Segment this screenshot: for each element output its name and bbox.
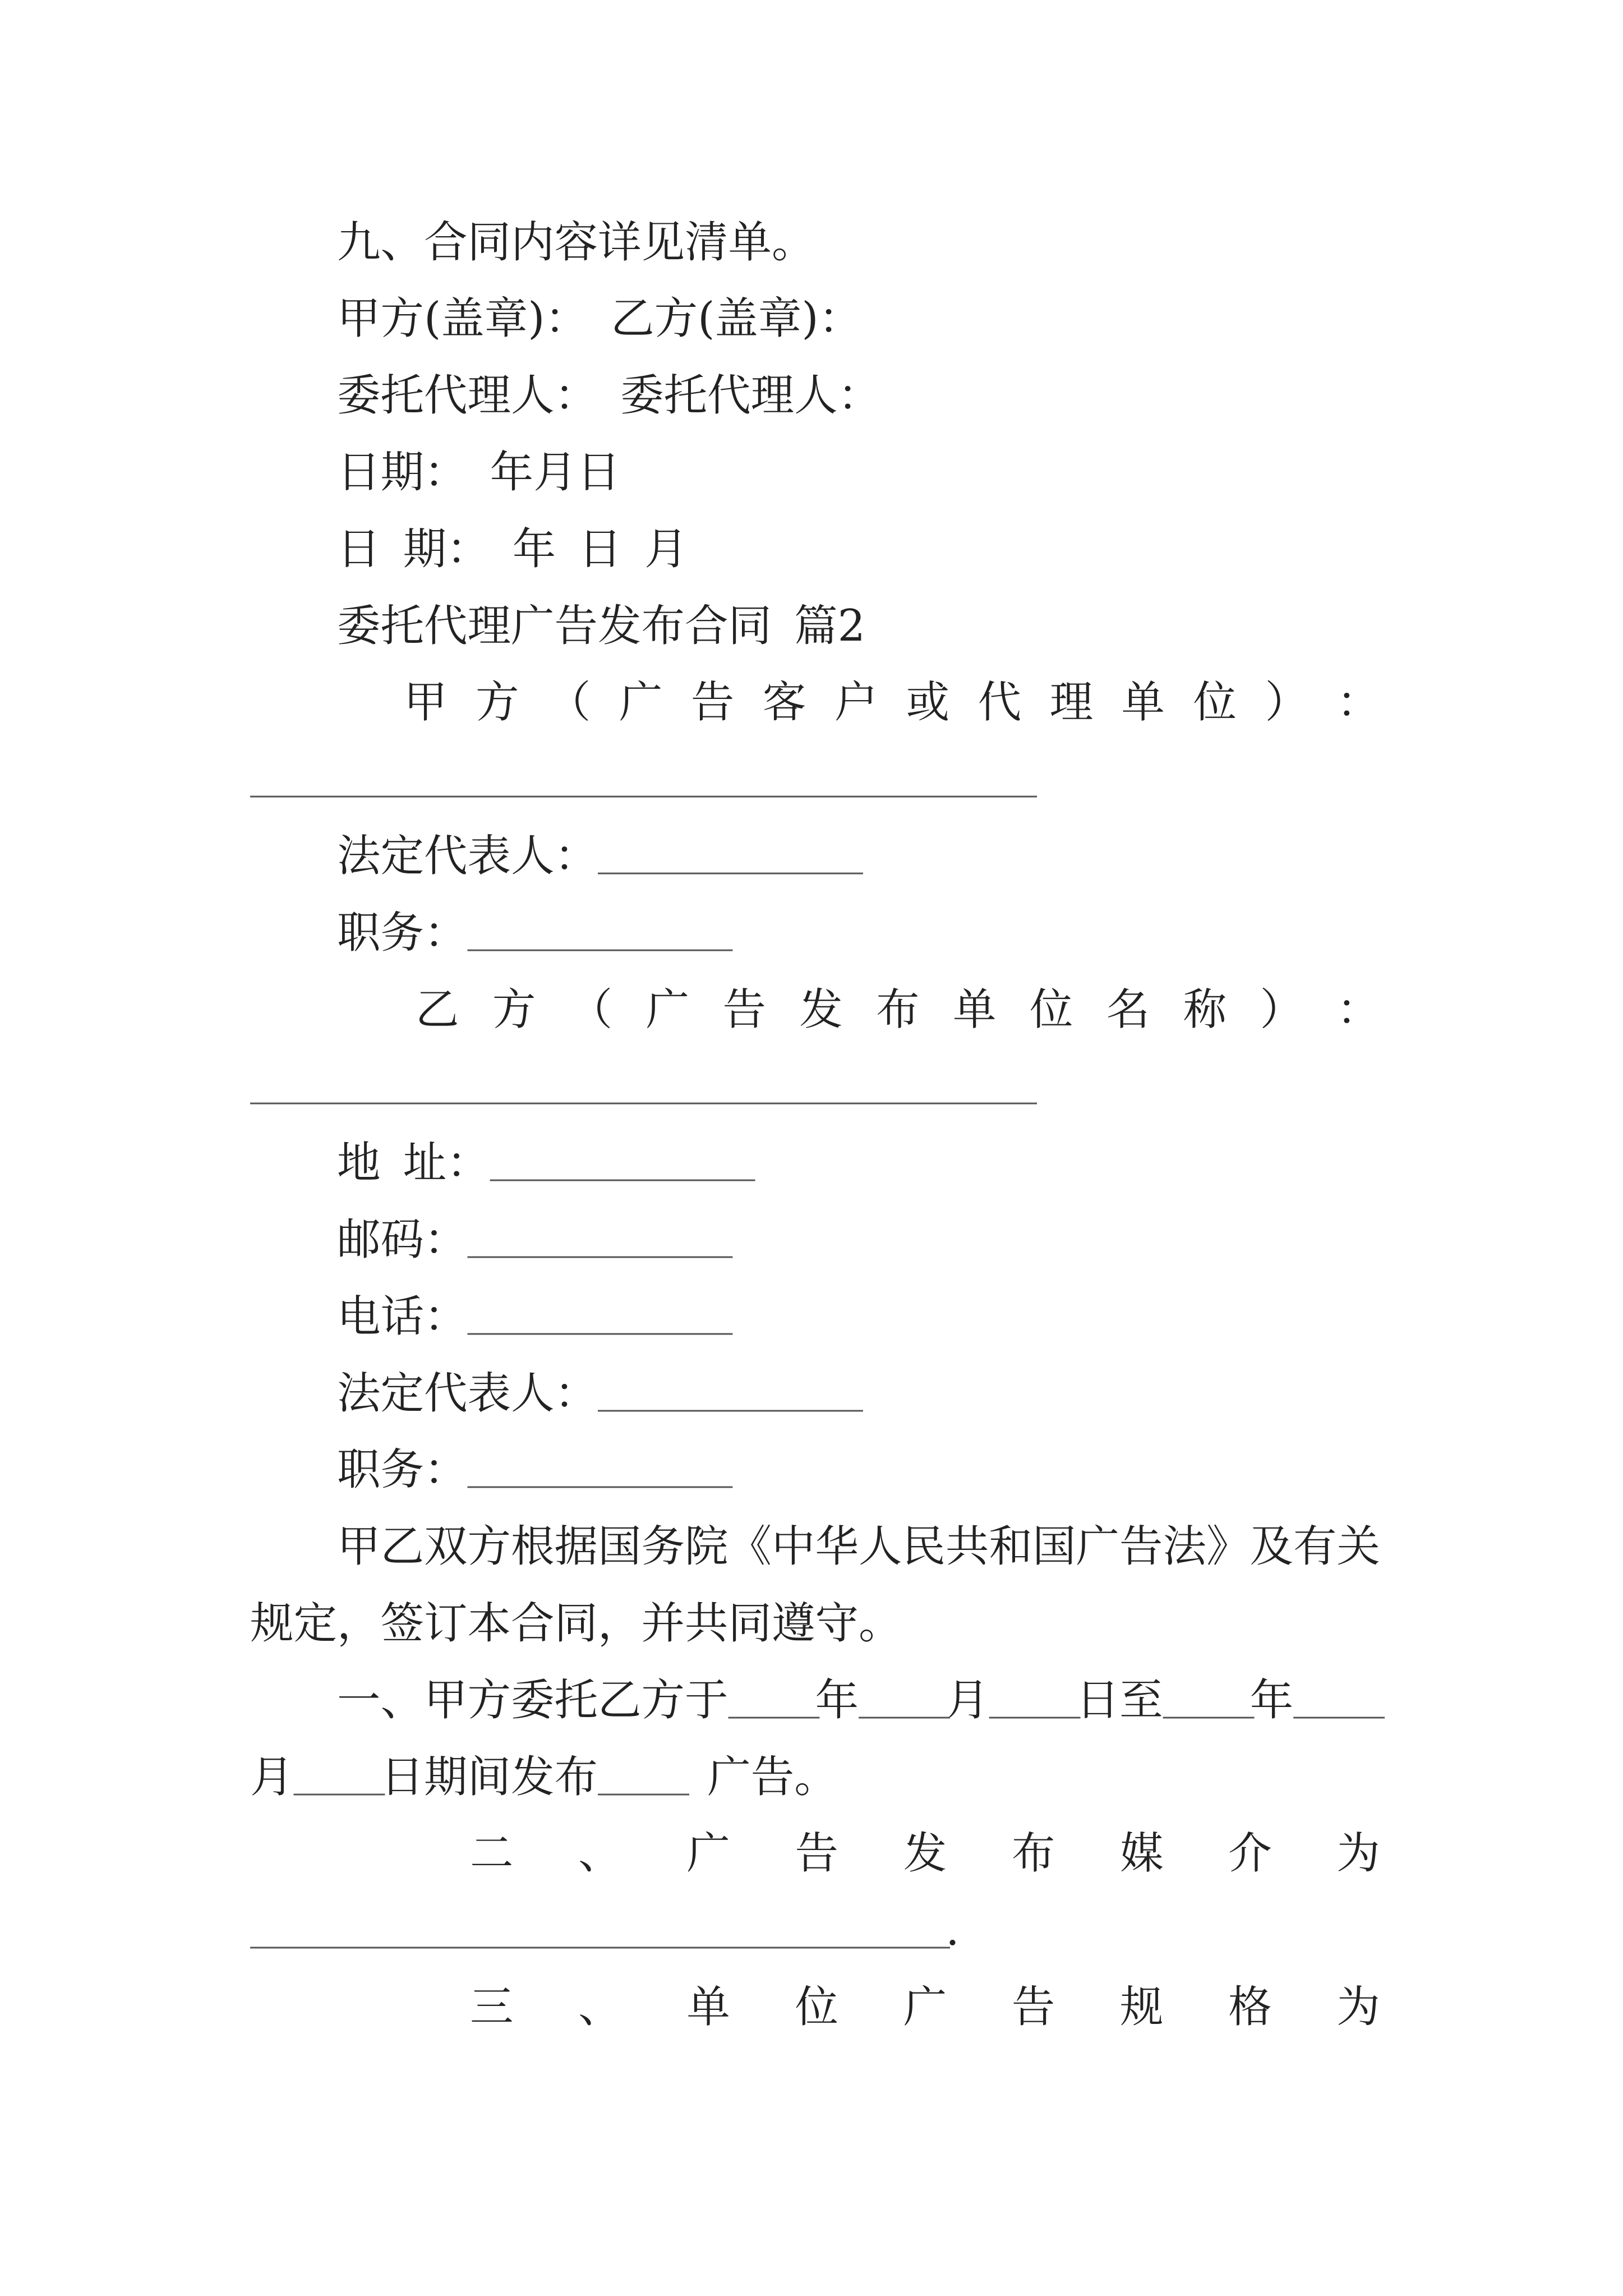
date-line-1: 日期： 年月日 [337,447,621,498]
party-b-address-row [250,1125,1382,1202]
section-heading: 委托代理广告发布合同 篇2 [337,600,865,651]
clause-2-text-char: 介 [1228,1828,1272,1879]
party-b-phone-label: 电话： [337,1291,468,1342]
start-month-blank: ____ [859,1668,946,1719]
party-b-label-char: 发 [799,984,843,1035]
clause-1-line-2 [250,1739,1382,1816]
party-b-label-char: ： [1336,984,1380,1035]
party-a-label-char: 广 [619,677,663,728]
clause-2-text-char: 发 [903,1828,947,1879]
party-a-label-char: （ [547,677,591,728]
year-text: 年 [815,1674,859,1726]
party-a-title-label: 职务： [337,907,468,958]
party-b-title-row [250,1432,1382,1508]
clause-2-text-char: 媒 [1120,1828,1164,1879]
clause-2-text-char: 为 [1336,1828,1380,1879]
party-a-label-char: 单 [1121,677,1165,728]
day-to-text: 日至 [1076,1674,1163,1726]
party-a-label-char: 户 [834,677,878,728]
date-line-2: 日 期： 年 日 月 [337,523,688,574]
clause-1-line-1 [250,1662,1382,1739]
party-b-label-char: 称 [1183,984,1227,1035]
clause-2-text-char: 、 [578,1828,622,1879]
agent-line: 委托代理人： 委托代理人： [337,370,882,421]
party-b-label-char: 位 [1029,984,1073,1035]
party-b-label-char: 布 [876,984,920,1035]
party-a-name-blank: ____________________________________ [250,747,1033,798]
media-blank: ________________________________ [250,1898,946,1949]
clause-2-text-char: 二 [470,1828,514,1879]
party-b-label-char: 告 [722,984,766,1035]
publish-period-text: 日期间发布 [380,1751,598,1802]
end-day-blank: ____ [293,1745,381,1796]
party-a-label-char: 位 [1193,677,1237,728]
party-a-label-char: 理 [1049,677,1094,728]
party-b-address-label: 地 址： [337,1138,490,1189]
party-b-phone-blank: ____________ [467,1284,728,1335]
preamble-line-1: 甲乙双方根据国务院《中华人民共和国广告法》及有关 [337,1521,1381,1572]
party-a-label-char: 客 [762,677,806,728]
party-b-rep-label: 法定代表人： [337,1368,598,1419]
clause-2-blank-row [250,1892,1382,1969]
preamble-line-2: 规定，签订本合同，并共同遵守。 [250,1598,902,1649]
month-text: 月 [250,1751,294,1802]
party-b-label-char: （ [569,984,613,1035]
document-page [250,204,1382,2046]
end-year-blank: ____ [1163,1668,1250,1719]
ad-content-blank: ____ [598,1745,685,1796]
party-b-label-char: 广 [645,984,690,1035]
clause-3-text-char: 广 [903,1981,947,2032]
party-a-title-blank: ____________ [467,900,728,951]
party-a-rep-row [250,818,1382,895]
clause-3-text-char: 单 [686,1981,730,2032]
clause-3-text-char: 告 [1011,1981,1055,2032]
clause-3-text [250,1969,1380,2046]
party-b-postcode-row [250,1202,1382,1278]
start-year-blank: ____ [728,1668,815,1719]
party-b-title-label: 职务： [337,1444,468,1496]
party-a-label-char: 甲 [404,677,448,728]
clause-3-text-char: 、 [578,1981,622,2032]
clause-2-text [250,1815,1380,1892]
party-a-label-char: ） [1265,677,1308,728]
party-a-name-row [250,741,1382,818]
party-b-name-blank: ____________________________________ [250,1054,1033,1105]
clause-9: 九、合同内容详见清单。 [337,217,815,268]
party-b-label-char: 方 [492,984,536,1035]
party-a-label-char: 或 [906,677,950,728]
party-b-rep-row [250,1355,1382,1432]
clause-2-end: . [946,1905,960,1956]
party-b-postcode-blank: ____________ [467,1207,728,1258]
party-b-label-char: 乙 [416,984,459,1035]
start-day-blank: ____ [989,1668,1076,1719]
clause-3-text-char: 格 [1228,1981,1272,2032]
ad-text: 广告。 [685,1751,838,1802]
clause-2-text-char: 布 [1011,1828,1055,1879]
clause-2-text-char: 广 [686,1828,730,1879]
party-b-rep-blank: ____________ [598,1361,859,1412]
party-a-label-char: 告 [690,677,735,728]
party-a-rep-label: 法定代表人： [337,830,598,881]
party-b-label-char: 名 [1106,984,1150,1035]
year-text: 年 [1249,1674,1294,1726]
party-b-label-char: ） [1260,984,1303,1035]
party-a-title-row [250,895,1382,972]
party-a-label-char: 方 [475,677,519,728]
end-month-blank: ____ [1293,1668,1381,1719]
party-a-label-char: 代 [978,677,1022,728]
clause-1-text: 一、甲方委托乙方于 [337,1674,728,1726]
clause-3-text-char: 规 [1120,1981,1164,2032]
party-a-label [250,664,1380,741]
party-a-rep-blank: ____________ [598,823,859,875]
clause-3-text-char: 为 [1336,1981,1380,2032]
party-b-label [250,972,1380,1048]
clause-2-text-char: 告 [795,1828,839,1879]
party-b-title-blank: ____________ [467,1438,728,1489]
party-b-address-blank: ____________ [490,1131,751,1182]
clause-3-text-char: 位 [795,1981,839,2032]
party-b-postcode-label: 邮码： [337,1214,468,1265]
party-b-label-char: 单 [953,984,997,1035]
month-text: 月 [946,1674,989,1726]
party-b-phone-row [250,1278,1382,1355]
clause-3-text-char: 三 [470,1981,514,2032]
party-b-name-row [250,1048,1382,1125]
party-a-label-char: ： [1336,677,1380,728]
seal-line: 甲方(盖章)： 乙方(盖章)： [337,293,863,344]
